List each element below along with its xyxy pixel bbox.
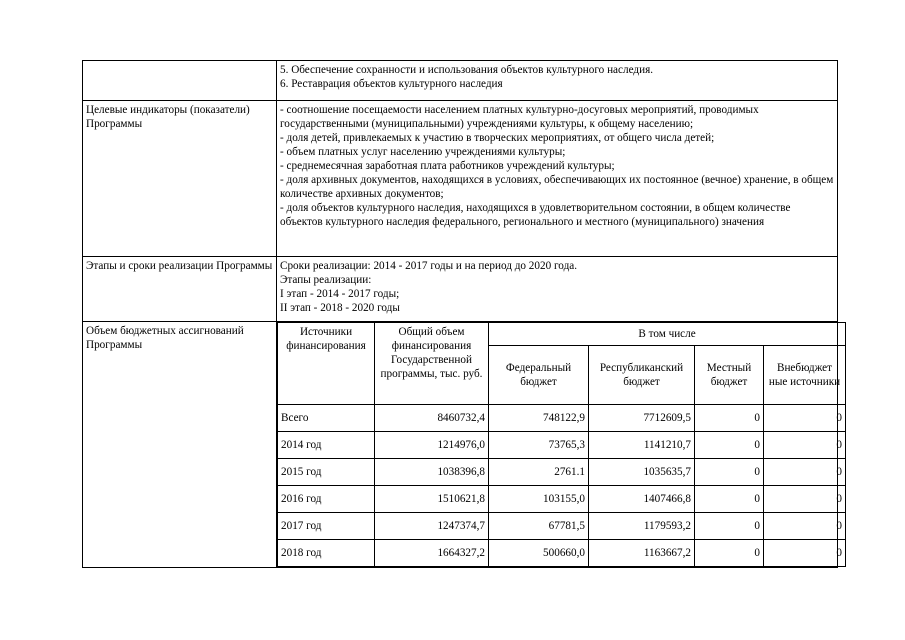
header-local: Местный бюджет <box>695 346 764 405</box>
stages-label: Этапы и сроки реализации Программы <box>83 257 277 322</box>
cell-local: 0 <box>695 405 764 432</box>
budget-table <box>277 322 846 567</box>
indicators-row <box>83 101 838 257</box>
header-federal: Федеральный бюджет <box>489 346 589 405</box>
cell-total: 1247374,7 <box>375 513 489 540</box>
header-total: Общий объем финансирования Государственной программы, тыс. руб. <box>375 323 489 405</box>
cell-source: 2017 год <box>278 513 375 540</box>
table-row <box>278 459 846 486</box>
budget-row <box>83 322 838 568</box>
indicators-label: Целевые индикаторы (показатели) Программы <box>83 101 277 257</box>
cell-offbudget: 0 <box>764 405 846 432</box>
cell-federal: 73765,3 <box>489 432 589 459</box>
cell-republic: 1035635,7 <box>589 459 695 486</box>
table-row <box>278 540 846 567</box>
cell-federal: 748122,9 <box>489 405 589 432</box>
table-row <box>278 432 846 459</box>
cell-source: 2018 год <box>278 540 375 567</box>
cell-local: 0 <box>695 540 764 567</box>
stages-row <box>83 257 838 322</box>
indicator-item: - объем платных услуг населению учреждениями культуры; <box>280 146 566 158</box>
cell-local: 0 <box>695 486 764 513</box>
stages-content-cell <box>277 257 838 322</box>
program-passport-table <box>82 60 843 568</box>
cell-total: 1510621,8 <box>375 486 489 513</box>
indicator-item: - соотношение посещаемости населением платных культурно-досуговых мероприятий, проводимых государственными (муниципальными) учреждениями культуры, к общему населению; <box>280 104 759 130</box>
cell-source: 2014 год <box>278 432 375 459</box>
indicator-item: - среднемесячная заработная плата работников учреждений культуры; <box>280 160 615 172</box>
budget-label: Объем бюджетных ассигнований Программы <box>83 322 277 568</box>
cell-local: 0 <box>695 459 764 486</box>
tasks-row <box>83 61 838 101</box>
tasks-label-cell <box>83 61 277 101</box>
cell-local: 0 <box>695 432 764 459</box>
cell-federal: 67781,5 <box>489 513 589 540</box>
indicators-content-cell <box>277 101 838 257</box>
cell-federal: 103155,0 <box>489 486 589 513</box>
indicator-item: - доля детей, привлекаемых к участию в творческих мероприятиях, от общего числа детей; <box>280 132 715 144</box>
header-offbudget: Внебюджет ные источники <box>764 346 846 405</box>
budget-content-cell <box>277 322 843 568</box>
stage-item: I этап - 2014 - 2017 годы; <box>280 288 400 300</box>
document-page <box>82 60 843 568</box>
table-row <box>278 405 846 432</box>
cell-republic: 1163667,2 <box>589 540 695 567</box>
cell-republic: 1407466,8 <box>589 486 695 513</box>
cell-republic: 1141210,7 <box>589 432 695 459</box>
indicator-item: - доля архивных документов, находящихся в условиях, обеспечивающих их постоянное (вечное) хранение, в общем количестве архивных документов; <box>280 174 834 200</box>
table-row <box>278 513 846 540</box>
indicator-item: - доля объектов культурного наследия, находящихся в удовлетворительном состоянии, в общем количестве объектов культурного наследия федерального, регионального и местного (муниципального) значения <box>280 202 791 228</box>
cell-offbudget: 0 <box>764 432 846 459</box>
task-item: 6. Реставрация объектов культурного наследия <box>280 78 503 90</box>
cell-republic: 1179593,2 <box>589 513 695 540</box>
cell-source: 2016 год <box>278 486 375 513</box>
budget-header-row <box>278 323 846 346</box>
cell-source: Всего <box>278 405 375 432</box>
cell-republic: 7712609,5 <box>589 405 695 432</box>
cell-federal: 500660,0 <box>489 540 589 567</box>
cell-total: 1664327,2 <box>375 540 489 567</box>
cell-offbudget: 0 <box>764 513 846 540</box>
cell-local: 0 <box>695 513 764 540</box>
tasks-content-cell <box>277 61 838 101</box>
header-source: Источники финансирования <box>278 323 375 405</box>
cell-federal: 2761.1 <box>489 459 589 486</box>
stage-item: Этапы реализации: <box>280 274 372 286</box>
task-item: 5. Обеспечение сохранности и использования объектов культурного наследия. <box>280 64 654 76</box>
cell-total: 1038396,8 <box>375 459 489 486</box>
stage-item: Сроки реализации: 2014 - 2017 годы и на период до 2020 года. <box>280 260 578 272</box>
cell-total: 1214976,0 <box>375 432 489 459</box>
cell-offbudget: 0 <box>764 540 846 567</box>
cell-offbudget: 0 <box>764 459 846 486</box>
stage-item: II этап - 2018 - 2020 годы <box>280 302 400 314</box>
header-including: В том числе <box>489 323 846 346</box>
table-row <box>278 486 846 513</box>
cell-source: 2015 год <box>278 459 375 486</box>
cell-offbudget: 0 <box>764 486 846 513</box>
header-republic: Республиканский бюджет <box>589 346 695 405</box>
cell-total: 8460732,4 <box>375 405 489 432</box>
